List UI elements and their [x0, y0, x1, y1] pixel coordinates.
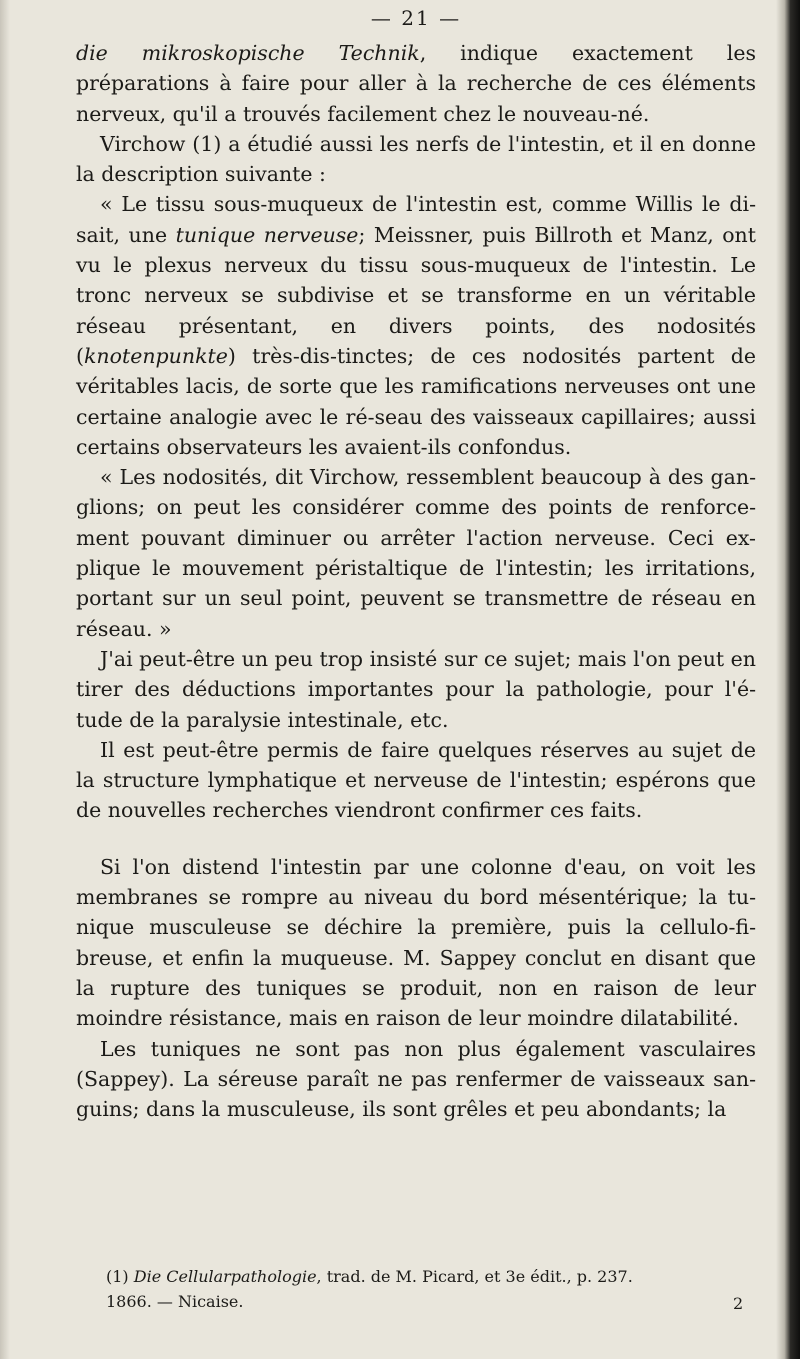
- paragraph-5: J'ai peut-être un peu trop insisté sur ce sujet; mais l'on peut en tirer des déductions importantes pour la pathologie, pour l'é-tude de la paralysie intestinale, etc.: [76, 646, 756, 732]
- paragraph-2: Virchow (1) a étudié aussi les nerfs de l'intestin, et il en donne la description suivante :: [76, 131, 756, 187]
- italic-title: die mikroskopische Technik: [76, 41, 420, 65]
- page-binding-edge: [776, 0, 800, 1359]
- page-shadow-left: [0, 0, 10, 1359]
- paragraph-6: Il est peut-être permis de faire quelques réserves au sujet de la structure lymphatique et nerveuse de l'intestin; espérons que de nouvelles recherches viendront confirmer ces faits.: [76, 737, 756, 823]
- body-text: [76, 38, 756, 1124]
- footnote-italic-title: Die Cellularpathologie: [133, 1267, 317, 1286]
- paragraph-8: Les tuniques ne sont pas non plus également vasculaires (Sappey). La séreuse paraît ne pas renfermer de vaisseaux san-guins; dans la musculeuse, ils sont grêles et peu abondants; la: [76, 1036, 756, 1122]
- footnote-1: (1) Die Cellularpathologie, trad. de M. Picard, et 3e édit., p. 237.: [106, 1267, 633, 1286]
- footnote-line-2: 1866. — Nicaise.: [106, 1292, 244, 1311]
- page-content: [76, 6, 756, 1124]
- paragraph-1: die mikroskopische Technik, indique exactement les préparations à faire pour aller à la recherche de ces éléments nerveux, qu'il a trouvés facilement chez le nouveau-né.: [76, 41, 756, 126]
- page-number: — 21 —: [370, 6, 462, 30]
- italic-term-german: knotenpunkte: [84, 343, 228, 368]
- signature-mark: 2: [733, 1294, 744, 1313]
- paragraph-7: Si l'on distend l'intestin par une colonne d'eau, on voit les membranes se rompre au niveau du bord mésentérique; la tu-nique musculeuse se déchire la première, puis la cellulo-fi-breuse, et enfin la muqueuse. M. Sappey conclut en disant que la rupture des tuniques se produit, non en raison de leur moindre résistance, mais en raison de leur moindre dilatabilité.: [76, 854, 756, 1031]
- paragraph-3: « Le tissu sous-muqueux de l'intestin est, comme Willis le di-sait, une tunique nerveuse; Meissner, puis Billroth et Manz, ont vu le plexus nerveux du tissu sous-muqueux de l'intestin. Le tronc nerveux se subdivise et se transforme en un véritable réseau présentant, en divers points, des nodosités (knotenpunkte) très-dis-tinctes; de ces nodosités partent de véritables lacis, de sorte que les ramifications nerveuses ont une certaine analogie avec le ré-seau des vaisseaux capillaires; aussi certains observateurs les avaient-ils confondus.: [76, 192, 756, 459]
- italic-term: tunique nerveuse: [175, 222, 359, 247]
- footnotes: [106, 1264, 746, 1314]
- paragraph-4: « Les nodosités, dit Virchow, ressemblent beaucoup à des gan-glions; on peut les considérer comme des points de renforce-ment pouvant diminuer ou arrêter l'action nerveuse. Ceci ex-plique le mouvement péristaltique de l'intestin; les irritations, portant sur un seul point, peuvent se transmettre de réseau en réseau. »: [76, 465, 756, 641]
